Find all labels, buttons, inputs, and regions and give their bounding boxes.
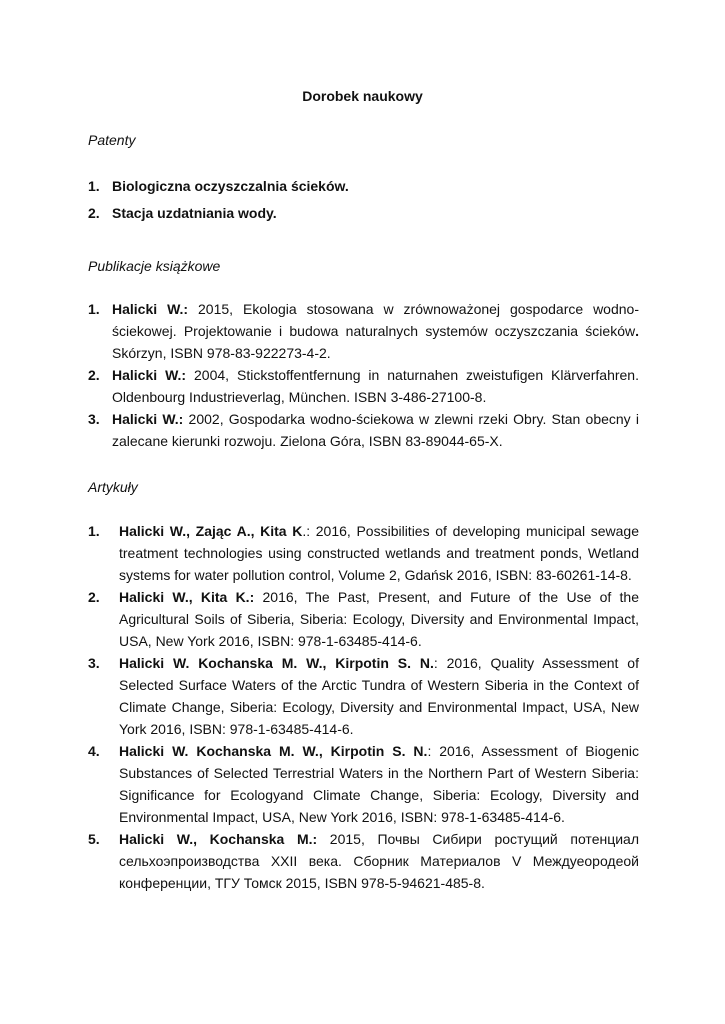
patents-heading: Patenty (88, 132, 136, 148)
patent-text: Biologiczna oczyszczalnia ścieków. (112, 178, 349, 194)
article-item (88, 740, 639, 828)
article-authors: Halicki W. Kochanska M. W., Kirpotin S. N. (119, 743, 428, 759)
article-authors: Halicki W., Kochanska M.: (119, 831, 318, 847)
list-number: 3. (88, 655, 100, 671)
book-tail: Skórzyn, ISBN 978-83-922273-4-2. (112, 345, 331, 361)
article-text: .: 2016, Possibilities of developing municipal sewage treatment technologies using constructed wetlands and treatment ponds, Wetland systems for water pollution control, Volume 2, Gdańsk 2016, ISBN: 83-60261-14-8. (119, 523, 639, 583)
article-text: : 2016, Quality Assessment of Selected Surface Waters of the Arctic Tundra of Western Siberia in the Context of Climate Change, Siberia: Ecology, Diversity and Environmental Impact, USA, New York 2016, ISBN: 978-1-63485-414-6. (119, 655, 639, 737)
patent-text: Stacja uzdatniania wody. (112, 205, 277, 221)
book-author: Halicki W.: (112, 411, 184, 427)
article-text: : 2016, Assessment of Biogenic Substances of Selected Terrestrial Waters in the Northern Part of Western Siberia: Significance for Ecologyand Climate Change, Siberia: Ecology, Diversity and Environmental Impact, USA, New York 2016, ISBN: 978-1-63485-414-6. (119, 743, 639, 825)
book-item (88, 298, 639, 364)
article-text: 2015, Почвы Сибири ростущий потенциал сельхоэпроизводства XXII века. Сборник Материалов V Междуеородеой конференции, ТГУ Томск 2015, ISBN 978-5-94621-485-8. (119, 831, 640, 891)
article-item (88, 520, 639, 586)
patent-item (88, 175, 639, 197)
list-number: 1. (88, 178, 100, 194)
book-text: 2015, Ekologia stosowana w zrównoważonej gospodarce wodno-ściekowej. Projektowanie i budowa naturalnych systemów oczyszczania ścieków (112, 301, 639, 339)
article-item (88, 586, 639, 652)
books-heading: Publikacje książkowe (88, 258, 221, 274)
articles-heading: Artykuły (88, 479, 138, 495)
article-authors: Halicki W., Zając A., Kita K (119, 523, 303, 539)
article-authors: Halicki W., Kita K.: (119, 589, 255, 605)
articles-list (88, 520, 639, 894)
book-author: Halicki W.: (112, 367, 187, 383)
book-bold-tail: . (635, 323, 639, 339)
book-item (88, 408, 639, 452)
article-item (88, 652, 639, 740)
article-authors: Halicki W. Kochanska M. W., Kirpotin S. N. (119, 655, 434, 671)
book-text: 2004, Stickstoffentfernung in naturnahen zweistufigen Klärverfahren. Oldenbourg Industrieverlag, München. ISBN 3-486-27100-8. (112, 367, 639, 405)
book-item (88, 364, 639, 408)
list-number: 3. (88, 411, 100, 427)
list-number: 2. (88, 367, 100, 383)
list-number: 5. (88, 831, 100, 847)
patent-item (88, 202, 639, 224)
list-number: 2. (88, 589, 100, 605)
page-title: Dorobek naukowy (302, 88, 423, 104)
list-number: 2. (88, 205, 100, 221)
book-text: 2002, Gospodarka wodno-ściekowa w zlewni rzeki Obry. Stan obecny i zalecane kierunki rozwoju. Zielona Góra, ISBN 83-89044-65-X. (112, 411, 639, 449)
list-number: 1. (88, 301, 100, 317)
list-number: 4. (88, 743, 100, 759)
list-number: 1. (88, 523, 100, 539)
patents-list (88, 175, 639, 224)
book-author: Halicki W.: (112, 301, 189, 317)
article-text: 2016, The Past, Present, and Future of the Use of the Agricultural Soils of Siberia, Siberia: Ecology, Diversity and Environmental Impact, USA, New York 2016, ISBN: 978-1-63485-414-6. (119, 589, 640, 649)
article-item (88, 828, 639, 894)
books-list (88, 298, 639, 452)
